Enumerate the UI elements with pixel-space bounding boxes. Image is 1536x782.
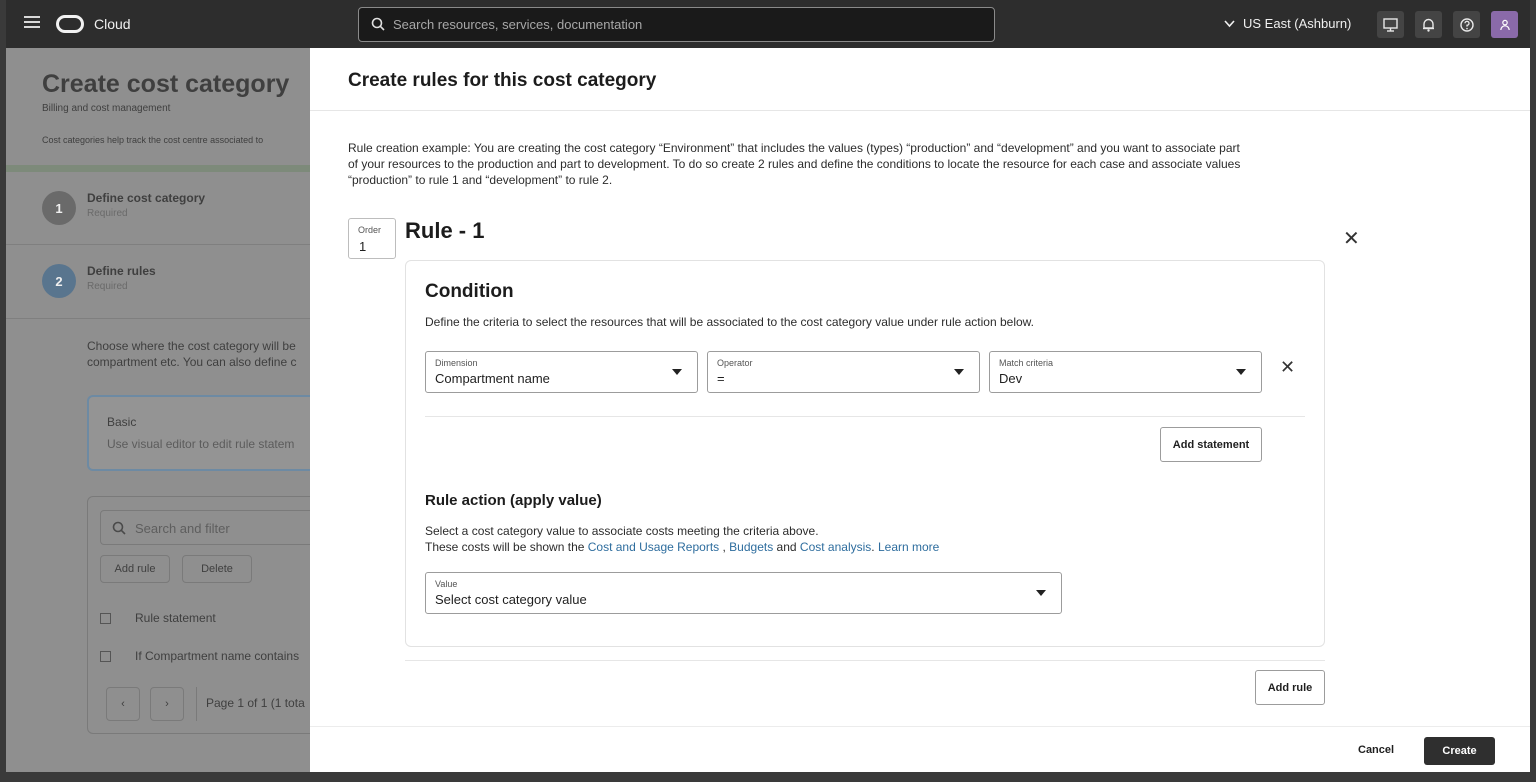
region-selector[interactable] [1224, 16, 1351, 31]
operator-value: = [717, 371, 725, 386]
chevron-left-icon: ‹ [121, 698, 125, 710]
bell-icon [1422, 18, 1435, 32]
search-placeholder: Search and filter [135, 521, 230, 536]
cost-analysis-link[interactable]: Cost analysis [799, 540, 872, 554]
match-criteria-value: Dev [999, 371, 1023, 386]
chevron-right-icon: › [165, 698, 169, 710]
statement-divider [425, 416, 1305, 417]
basic-option-description: Use visual editor to edit rule statem [107, 437, 295, 451]
basic-editor-option[interactable] [87, 395, 310, 471]
page-description: Cost categories help track the cost centre associated to [42, 135, 264, 145]
operator-select[interactable] [707, 351, 980, 393]
learn-more-link[interactable]: Learn more [877, 540, 940, 554]
pager-divider [196, 687, 197, 721]
previous-page-button[interactable] [106, 687, 140, 721]
separator-text: and [773, 540, 800, 554]
search-placeholder: Search resources, services, documentation [393, 17, 643, 32]
operator-label: Operator [717, 358, 753, 368]
step-number: 2 [42, 264, 76, 298]
delete-button[interactable]: Delete [182, 555, 252, 583]
page-title: Create cost category [42, 70, 290, 98]
budgets-link[interactable]: Budgets [729, 540, 774, 554]
value-placeholder: Select cost category value [435, 592, 587, 607]
remove-rule-icon[interactable]: ✕ [1343, 228, 1360, 250]
cost-category-value-select[interactable] [425, 572, 1062, 614]
step-divider [6, 244, 310, 245]
hamburger-menu-icon[interactable] [24, 16, 40, 30]
order-label: Order [358, 225, 382, 235]
help-button[interactable] [1453, 11, 1480, 38]
step-number: 1 [42, 191, 76, 225]
caret-down-icon [672, 369, 682, 375]
table-search-input[interactable] [100, 510, 310, 545]
step-title: Define rules [87, 264, 156, 278]
dimension-select[interactable] [425, 351, 698, 393]
value-label: Value [435, 579, 458, 589]
global-search-input[interactable] [358, 7, 995, 42]
action-description-line [425, 539, 939, 555]
action-description-line: Select a cost category value to associate costs meeting the criteria above. [425, 524, 819, 538]
rule-card [405, 260, 1325, 647]
cloud-shell-button[interactable] [1377, 11, 1404, 38]
rules-bottom-divider [405, 660, 1325, 661]
rule-action-title: Rule action (apply value) [425, 492, 602, 509]
remove-statement-icon[interactable]: ✕ [1280, 357, 1296, 377]
pagination-info: Page 1 of 1 (1 tota [206, 696, 305, 710]
instructions-line: Choose where the cost category will be [87, 339, 296, 353]
step-status: Required [87, 281, 128, 292]
region-label: US East (Ashburn) [1243, 16, 1352, 31]
user-icon [1499, 19, 1511, 31]
header-divider [6, 165, 310, 172]
action-text: These costs will be shown the [425, 540, 588, 554]
rules-instructions [87, 338, 296, 370]
add-rule-button[interactable]: Add rule [1255, 670, 1325, 705]
instructions-line: compartment etc. You can also define c [87, 355, 297, 369]
match-criteria-label: Match criteria [999, 358, 1054, 368]
column-header-rule-statement: Rule statement [135, 611, 216, 625]
profile-avatar[interactable] [1491, 11, 1518, 38]
caret-down-icon [954, 369, 964, 375]
panel-title: Create rules for this cost category [348, 70, 657, 91]
dimension-value: Compartment name [435, 371, 550, 386]
rule-action-description [425, 523, 939, 555]
select-all-checkbox[interactable] [100, 613, 111, 624]
chevron-down-icon [1224, 16, 1235, 31]
rules-table [87, 496, 310, 734]
separator-text: . [871, 540, 878, 554]
rule-creation-example: Rule creation example: You are creating the cost category “Environment” that includes the values (types) “production” and “development” and you want to associate part of your resources to the production and part to development. To do so create 2 rules and define the conditions to locate the resource for each case and associate values “production” to rule 1 and “development” to rule 2. [348, 141, 1241, 187]
step-title: Define cost category [87, 191, 206, 205]
condition-description: Define the criteria to select the resources that will be associated to the cost category value under rule action below. [425, 315, 1034, 329]
separator-text: , [719, 540, 730, 554]
brand-name[interactable]: Cloud [94, 16, 131, 32]
order-value: 1 [359, 239, 367, 254]
dimension-label: Dimension [435, 358, 478, 368]
search-icon [112, 521, 126, 535]
step-divider [6, 318, 310, 319]
table-row[interactable]: If Compartment name contains [135, 649, 300, 663]
rule-order-input[interactable] [348, 218, 396, 259]
cost-usage-reports-link[interactable]: Cost and Usage Reports [587, 540, 720, 554]
create-button[interactable]: Create [1424, 737, 1495, 765]
caret-down-icon [1036, 590, 1046, 596]
monitor-icon [1383, 18, 1398, 32]
notifications-button[interactable] [1415, 11, 1442, 38]
row-checkbox[interactable] [100, 651, 111, 662]
help-icon [1460, 18, 1474, 32]
search-icon [371, 17, 385, 31]
next-page-button[interactable] [150, 687, 184, 721]
add-statement-button[interactable]: Add statement [1160, 427, 1262, 462]
add-rule-button[interactable]: Add rule [100, 555, 170, 583]
caret-down-icon [1236, 369, 1246, 375]
step-status: Required [87, 208, 128, 219]
rule-title: Rule - 1 [405, 218, 485, 243]
panel-header-divider [310, 110, 1530, 111]
top-navigation-bar [6, 0, 1530, 48]
page-subtitle: Billing and cost management [42, 103, 171, 114]
condition-title: Condition [425, 281, 514, 302]
footer-divider [310, 726, 1530, 727]
basic-option-title: Basic [107, 415, 137, 429]
cloud-logo-icon[interactable] [56, 15, 84, 33]
create-cost-category-page [6, 48, 310, 772]
cancel-button[interactable]: Cancel [1358, 744, 1395, 756]
match-criteria-select[interactable] [989, 351, 1262, 393]
create-rules-panel [310, 48, 1530, 772]
